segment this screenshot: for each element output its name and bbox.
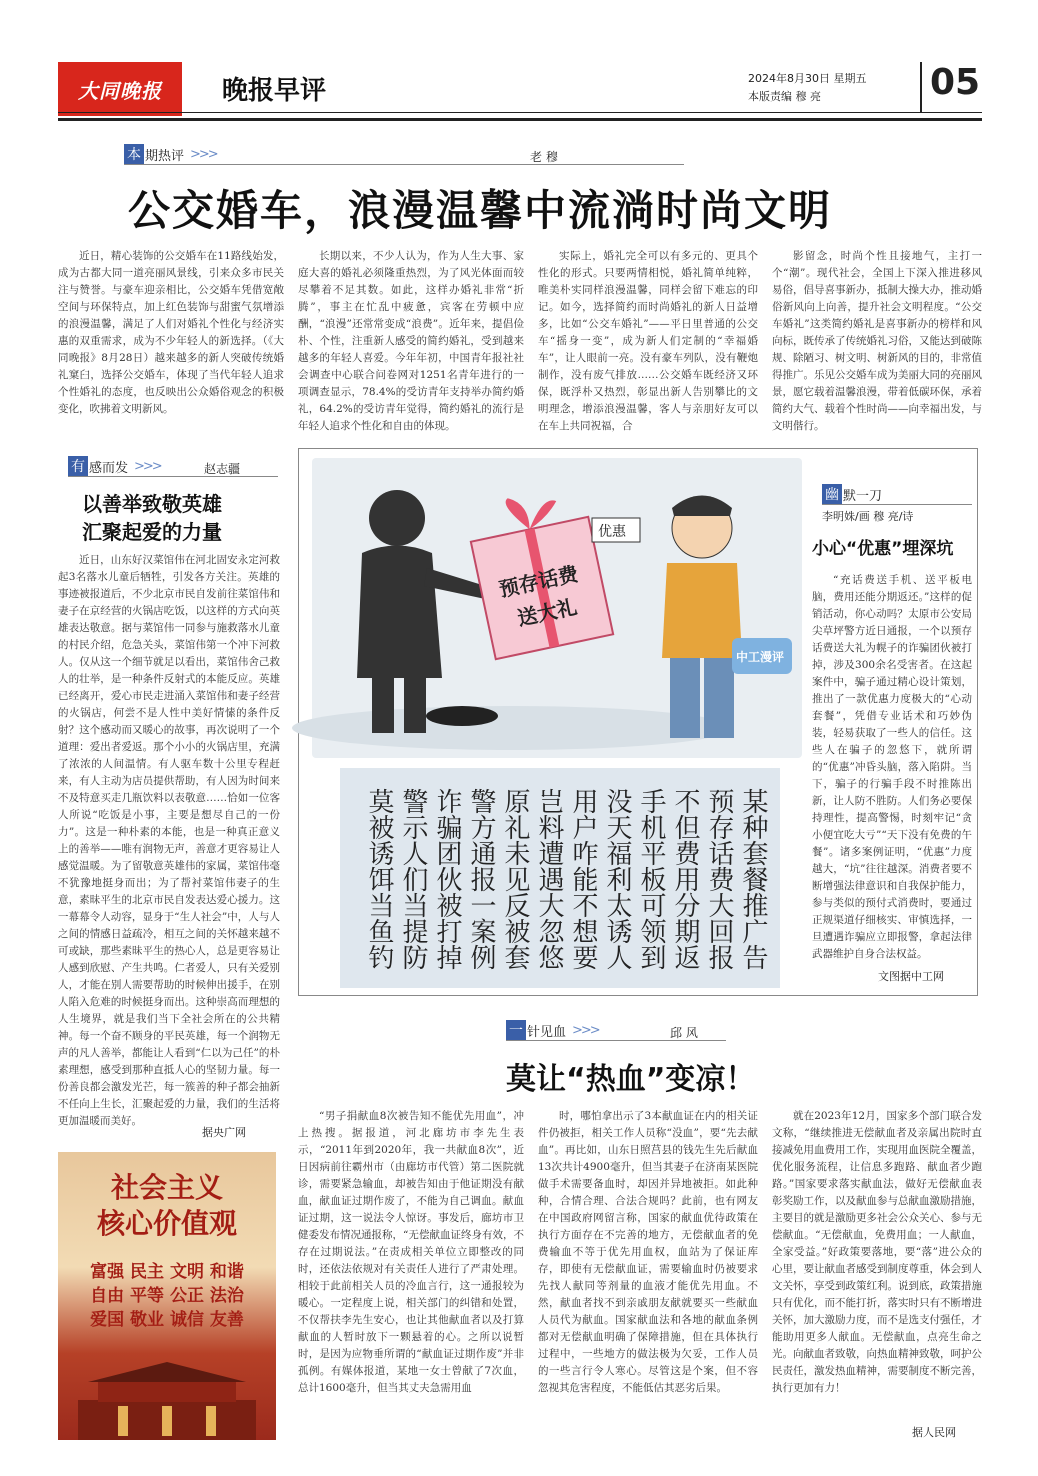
issue-date: 2024年8月30日 星期五: [748, 72, 867, 85]
article1-column-1: 近日，精心装饰的公交婚车在11路线始发，成为古都大同一道亮丽风景线，引来众多市民关注与赞誉。与豪车迎亲相比，公交婚车凭借宽敞空间与环保特点，加上红色装饰与甜蜜气氛增添的浪漫温馨，满足了人们对婚礼个性化与经济实惠的双重需求，成为不少年轻人的新选择。（《大同晚报》8月28日）越来越多的新人突破传统婚礼窠臼，选择公交婚车，体现了当代年轻人追求个性婚礼的态度，也反映出公众婚俗观念的积极变化，吹拂着文明新风。: [58, 250, 284, 415]
poem-column: 手机平板可领到: [636, 788, 666, 970]
column-tag-yougan: [68, 456, 161, 476]
article1-column-3: 实际上，婚礼完全可以有多元的、更具个性化的形式。只要两情相悦，婚礼简单纯粹，唯美朴实同样浪漫温馨，同样会留下难忘的印记。如今，选择简约而时尚婚礼的新人日益增多，比如“公交车婚礼”——平日里普通的公交车“摇身一变”，成为新人们定制的“幸福婚车”，让人眼前一亮。没有豪车列队，没有鞭炮制作，没有废气排放……公交婚车既经济又环保，既浮朴又热烈，彰显出新人告别攀比的文明理念，增添浪漫温馨，客人与亲朋好友可以在车上共同祝福，合: [538, 250, 758, 432]
tag-underline: [506, 1040, 726, 1041]
article1-headline[interactable]: 公交婚车，浪漫温馨中流淌时尚文明: [128, 186, 833, 235]
masthead-divider: [920, 62, 922, 112]
article3-column-2: 时，哪怕拿出示了3本献血证在内的相关证件仍被拒，相关工作人员称“没血”，要“先去献血”。再比如，山东日照莒县的钱先生先后献血13次共计4900毫升，但当其妻子在济南某医院做手术需要备血时，却因并异地被拒。如此种种，合情合理、合法合规吗？此前，也有网友在中国政府网留言称，国家的献血优待政策在执行方面存在不完善的地方，无偿献血者的免费输血不等于优先用血权，血站为了保证库存，即使有无偿献血证，需要输血时仍被要求先找人献同等剂量的血液才能优先用血。不然，献血者找不到亲戚朋友献就要买一些献血人员代为献血。国家献血法和各地的献血条例都对无偿献血明确了保障措施，但在具体执行过程中，一些地方的做法极为欠妥，工作人员的一些言行令人寒心。尽管这是个案，但不容忽视其危害程度，不能低估其恶劣后果。: [538, 1110, 758, 1394]
arrows-icon: >>>: [572, 1022, 599, 1038]
poem-column: 某种套餐推广告: [738, 788, 768, 970]
article3-column-1: “男子捐献血8次被告知不能优先用血”，冲上热搜。据报道，河北廊坊市李先生表示，“2011年到2020年，我一共献血8次”，近日因病前往霸州市（由廊坊市代管）第二医院就诊，需要紧急输血，却被告知由于他证期没有献血，献血证过期作废了，不能为自己调血。献血证过期，这一说法令人惊讶。事发后，廊坊市卫健委发布情况通报称，“无偿献血证终身有效，不存在过期说法。”在责成相关单位立即整改的同时，还依法依规对有关责任人进行了严肃处理。相较于此前相关人员的冷血言行，这一通报较为暖心。一定程度上说，相关部门的纠错和处置，不仅帮扶李先生安心，也让其他献血者以及打算献血的人暂时放下一颗悬着的心。之所以说暂时，是因为应物垂所谓的“献血证过期作废”并非孤例。有媒体报道，某地一女士曾献了7次血，总计1600毫升，但当其丈夫急需用血: [298, 1110, 524, 1394]
article1-column-4: 影留念，时尚个性且接地气，主打一个“潮”。现代社会，全国上下深入推进移风易俗，倡导喜事新办，抵制大操大办，推动婚俗新风向上向善，提升社会文明程度。“公交车婚礼”这类简约婚礼是喜事新办的榜样和风向标，既传承了传统婚礼习俗，又能达到破陈规、除陋习、树文明、树新风的目的，非常值得推广。乐见公交婚车成为美丽大同的亮丽风景，愿它载着温馨浪漫，带着低碳环保，承着简约大气、载着个性时尚——向幸福出发，与文明偕行。: [772, 250, 982, 432]
section-title: 晚报早评: [222, 76, 327, 106]
poem-column: 预存话费大回报: [704, 788, 734, 970]
ground-shadow: [292, 706, 732, 750]
column-tag-first-char: 幽: [822, 484, 842, 504]
tag-underline: [822, 504, 972, 505]
column-tag-label: 默一刀: [843, 488, 883, 504]
article2-body: 近日，山东好汉菜馆伟在河北固安永定河救起3名落水儿童后牺牲，引发各方关注。英雄的事迹被报道后，不少北京市民自发前往菜馆伟和妻子在京经营的火锅店吃饭，以这样的方式向英雄表达敬意。据与菜馆伟一同参与施救落水儿童的村民介绍，危急关头，菜馆伟第一个冲下河救人。仅从这一个细节就足以看出，菜馆伟舍己救人的壮举，是一种条件反射式的本能反应。英雄已经离开，爱心市民走进涌入菜馆伟和妻子经营的火锅店，何尝不是人性中美好情愫的条件反射？这个感动而又暖心的故事，再次说明了一个道理：爱出者爱返。那个小小的火锅店里，充满了浓浓的人间温情。有人驱车数十公里专程赶来，有人主动为店员提供帮助，有人因为时间来不及特意买走几瓶饮料以表敬意……恰如一位客人所说“吃饭是小事，主要是想尽自己的一份力”。这是一种朴素的本能，也是一种真正意义上的善举——唯有润物无声，善意才更容易让人感觉温暖。为了留敬意英雄伟的家属，菜馆伟毫不犹豫地挺身而出；为了帮衬菜馆伟妻子的生意，素昧平生的北京市民自发表达爱心援力。这一幕幕令人动容，显身于“生人社会”中，人与人之间的情感日益疏冷，相互之间的关怀越来越不可或缺，那些素昧平生的热心人，总是更容易让人感到欣慰、产生共鸣。仁者爱人，只有关爱别人，才能在别人需要帮助的时候伸出援手，在别人陷入危难的时候挺身而出。这种崇高而理想的人生境界，就是我们当下全社会所在的公共精神。每一个奋不顾身的平民英雄，每一个润物无声的凡人善举，都能让人看到“仁以为己任”的朴素理想，感受到那种直抵人心的坚韧力量。每一份善良都会激发光芒，每一簇善的种子都会抽新不任向上生长，汇聚起爱的力量，我们的生活将更加温暖而美好。: [58, 554, 280, 1127]
man-hair: [672, 496, 732, 517]
article1-column-2: 长期以来，不少人认为，作为人生大事、家庭大喜的婚礼必须隆重热烈，为了风光体面而较尽攀着不足其数。如此，这样办婚礼非常“折腾”，事主在忙乱中疲惫，宾客在劳顿中应酬，“浪漫”还常常变成“浪费”。近年来，提倡俭朴、个性，注重新人感受的简约婚礼，受到越来越多的年轻人喜爱。今年年初，中国青年报社社会调查中心联合问卷网对1251名青年进行的一项调查显示，78.4%的受访青年支持举办简约婚礼，64.2%的受访青年觉得，简约婚礼的流行是年轻人追求个性化和自由的体现。: [298, 250, 524, 432]
values-title-line1: 社会主义: [110, 1171, 223, 1204]
column-tag-youmo: [822, 484, 882, 504]
column-tag-first-char: 有: [68, 456, 88, 476]
cartoon-illustration: [312, 458, 802, 758]
gift-tag-text: 优惠: [598, 524, 626, 540]
poem-column: 警示人们当提防: [398, 788, 428, 970]
poem-column: 用户咋能不想要: [568, 788, 598, 970]
values-title-line2: 核心价值观: [96, 1207, 237, 1240]
cartoon-badge-text: 中工漫评: [736, 650, 785, 664]
article2-headline-line2: 汇聚起爱的力量: [82, 520, 222, 544]
page-number: 05: [930, 62, 981, 103]
article2-headline-line1: 以善举致敬英雄: [82, 492, 222, 516]
gift-box-text-2: 送大礼: [515, 594, 580, 631]
masthead-rule-thick: [58, 118, 982, 121]
column-tag-label: 期热评: [145, 148, 185, 164]
cartoon-body: “充话费送手机、送平板电脑，费用还能分期返还。”这样的促销活动，你心动吗？太原市公安局尖草坪警方近日通报，一个以预存话费送大礼为幌子的诈骗团伙被打掉，涉及300余名受害者。在这起案件中，骗子通过精心设计策划，推出了一款优惠力度极大的“心动套餐”，凭借专业话术和巧妙伪装，轻易获取了一些人的信任。这些人在骗子的忽悠下，就所谓的“优惠”冲昏头脑，落入陷阱。当下，骗子的行骗手段不时推陈出新，让人防不胜防。人们务必要保持理性，提高警惕，时刻牢记“贪小便宜吃大亏”“天下没有免费的午餐”。诸多案例证明，“优惠”力度越大，“坑”往往越深。消费者要不断增强法律意识和自我保护能力，参与类似的预付式消费时，要通过正规渠道仔细核实、审慎选择，一旦遭遇诈骗应立即报警，拿起法律武器维护自身合法权益。: [812, 574, 972, 960]
poem-column: 原礼未见反被套: [500, 788, 530, 970]
article3-source: 据人民网: [912, 1426, 956, 1439]
man-leg-right: [704, 658, 734, 738]
column-tag-label: 针见血: [527, 1024, 567, 1040]
cartoon-headline[interactable]: 小心“优惠”埋深坑: [812, 539, 954, 559]
values-row-2: 自由 平等 公正 法治: [90, 1286, 244, 1306]
calligraphy-poem-box: [340, 768, 780, 988]
article3-column-3: 就在2023年12月，国家多个部门联合发文称，“继续推进无偿献血者及亲属出院时直接减免用血费用工作，实现用血医院全覆盖，优化服务流程，让信息多跑路、献血者少跑路。”国家要求落实献血法，做好无偿献血表彰奖励工作，以及献血参与总献血激励措施，主要目的就是激励更多社会公众关心、参与无偿献血。“无偿献血，免费用血；一人献血，全家受益。”好政策要落地，要“落”进公众的心里，要让献血者感受到制度尊重，体会到人文关怀，享受到政策红利。说到底，政策措施只有优化，而不能打折，落实时只有不断增进关怀，加大激励力度，而不是选支付强任，才能助用更多人献血。无偿献血，点亮生命之光。向献血者致敬，向热血精神致敬，呵护公民责任，激发热血精神，需要制度不断完善，执行更加有力！: [772, 1110, 982, 1394]
newspaper-logo: 大同晚报: [58, 62, 182, 116]
article1-author: 老 穆: [530, 150, 558, 164]
column-tag-yizhen: [506, 1020, 599, 1040]
article2-source: 据央广网: [202, 1126, 246, 1139]
column-tag-benqi: [124, 144, 217, 164]
poem-column: 诈骗团伙被打掉: [432, 788, 462, 970]
man-leg-left: [670, 658, 700, 738]
cartoon-credits: 李明姝/画 穆 亮/诗: [822, 510, 914, 523]
column-tag-first-char: 本: [124, 144, 144, 164]
values-row-1: 富强 民主 文明 和谐: [90, 1262, 244, 1282]
column-tag-label: 感而发: [89, 460, 129, 476]
masthead-rule-thin: [58, 112, 982, 113]
poem-column: 警方通报一案例: [466, 788, 496, 970]
arrows-icon: >>>: [190, 146, 217, 162]
cartoon-source: 文图据中工网: [878, 970, 944, 983]
article3-author: 邱 风: [670, 1026, 698, 1040]
article2-author: 赵志疆: [204, 462, 241, 476]
gift-box-text-1: 预存话费: [496, 561, 581, 602]
poem-column: 没天福利太诱人: [602, 788, 632, 970]
poem-column: 岂料遭遇大忽悠: [534, 788, 564, 970]
tag-underline: [124, 164, 684, 165]
dark-figure-leg-right: [404, 678, 426, 733]
pit-hole: [426, 706, 498, 726]
poem-column: 不但费用分期返: [670, 788, 700, 970]
dark-figure-body: [357, 546, 442, 679]
dark-figure-leg-left: [372, 678, 394, 733]
poem-column: 莫被诱饵当鱼钓: [364, 788, 394, 970]
page-editor: 本版责编 穆 亮: [748, 90, 821, 103]
article3-headline[interactable]: 莫让“热血”变凉！: [506, 1062, 756, 1097]
dark-figure-head: [369, 490, 425, 546]
tag-underline: [68, 476, 278, 477]
tiananmen-silhouette: [58, 1350, 276, 1440]
core-values-poster: [58, 1152, 276, 1440]
article2-headline[interactable]: [82, 490, 222, 546]
man-shirt: [662, 563, 742, 658]
values-row-3: 爱国 敬业 诚信 友善: [90, 1310, 244, 1330]
column-tag-first-char: 一: [506, 1020, 526, 1040]
arrows-icon: >>>: [134, 458, 161, 474]
cartoon-scene-svg: [312, 458, 802, 758]
